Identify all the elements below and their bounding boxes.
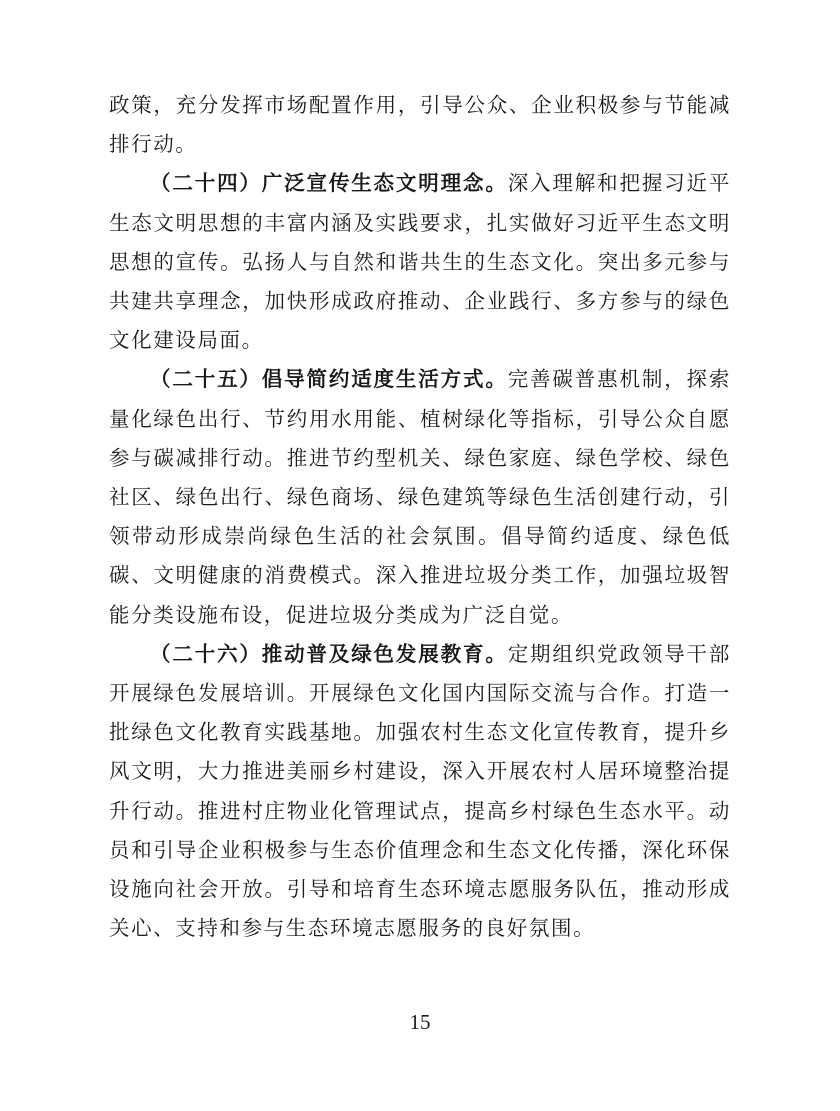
paragraph-section-24 (109, 164, 731, 360)
paragraph-text: 政策，充分发挥市场配置作用，引导公众、企业积极参与节能减排行动。 (109, 93, 731, 157)
paragraph-text: 完善碳普惠机制，探索量化绿色出行、节约用水用能、植树绿化等指标，引导公众自愿参与碳减排行动。推进节约型机关、绿色家庭、绿色学校、绿色社区、绿色出行、绿色商场、绿色建筑等绿色生活创建行动，引领带动形成崇尚绿色生活的社会氛围。倡导简约适度、绿色低碳、文明健康的消费模式。深入推进垃圾分类工作，加强垃圾智能分类设施布设，促进垃圾分类成为广泛自觉。 (109, 367, 732, 627)
page-number: 15 (409, 1010, 431, 1034)
section-heading: （二十四）广泛宣传生态文明理念。 (150, 171, 508, 196)
paragraph-text: 定期组织党政领导干部开展绿色发展培训。开展绿色文化国内国际交流与合作。打造一批绿色文化教育实践基地。加强农村生态文化宣传教育，提升乡风文明，大力推进美丽乡村建设，深入开展农村人居环境整治提升行动。推进村庄物业化管理试点，提高乡村绿色生态水平。动员和引导企业积极参与生态价值理念和生态文化传播，深化环保设施向社会开放。引导和培育生态环境志愿服务队伍，推动形成关心、支持和参与生态环境志愿服务的良好氛围。 (109, 641, 732, 941)
paragraph-continuation (109, 86, 731, 164)
section-heading: （二十六）推动普及绿色发展教育。 (150, 641, 508, 666)
paragraph-text: 深入理解和把握习近平生态文明思想的丰富内涵及实践要求，扎实做好习近平生态文明思想的宣传。弘扬人与自然和谐共生的生态文化。突出多元参与共建共享理念，加快形成政府推动、企业践行、多方参与的绿色文化建设局面。 (109, 171, 732, 353)
document-body (109, 86, 731, 948)
paragraph-section-26 (109, 635, 731, 949)
paragraph-section-25 (109, 360, 731, 634)
section-heading: （二十五）倡导简约适度生活方式。 (150, 367, 508, 392)
